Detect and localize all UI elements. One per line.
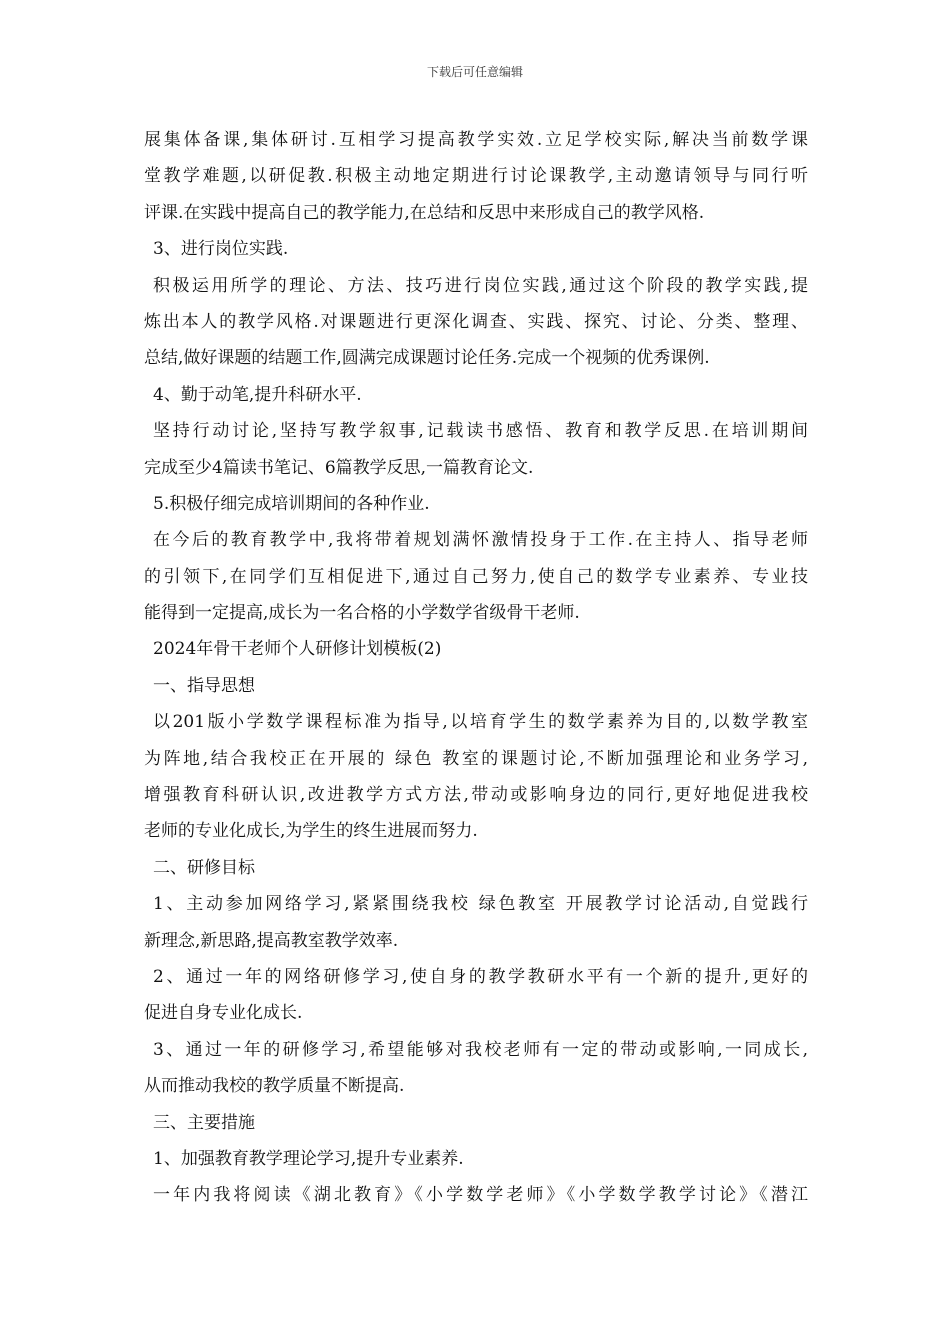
text-line: 促进自身专业化成长. xyxy=(144,1003,303,1024)
text-line: 3、通过一年的研修学习,希望能够对我校老师有一定的带动或影响,一同成长, xyxy=(153,1039,808,1060)
section-heading: 一、指导思想 xyxy=(153,675,255,696)
text-line: 炼出本人的教学风格.对课题进行更深化调查、实践、探究、讨论、分类、整理、 xyxy=(144,311,808,332)
text-line: 评课.在实践中提高自己的教学能力,在总结和反思中来形成自己的教学风格. xyxy=(144,202,705,223)
text-line: 完成至少4篇读书笔记、6篇教学反思,一篇教育论文. xyxy=(144,457,534,478)
text-line: 从而推动我校的教学质量不断提高. xyxy=(144,1076,405,1097)
list-heading: 4、勤于动笔,提升科研水平. xyxy=(153,384,362,405)
text-line: 老师的专业化成长,为学生的终生进展而努力. xyxy=(144,821,478,842)
text-line: 一年内我将阅读《湖北教育》《小学数学老师》《小学数学教学讨论》《潜江 xyxy=(153,1185,808,1206)
text-line: 以201版小学数学课程标准为指导,以培育学生的数学素养为目的,以数学教室 xyxy=(153,712,808,733)
document-body xyxy=(144,122,808,1214)
text-line: 堂教学难题,以研促教.积极主动地定期进行讨论课教学,主动邀请领导与同行听 xyxy=(144,166,808,187)
text-line: 新理念,新思路,提高教室教学效率. xyxy=(144,930,399,951)
text-line: 坚持行动讨论,坚持写教学叙事,记载读书感悟、教育和教学反思.在培训期间 xyxy=(153,421,808,442)
section-heading: 三、主要措施 xyxy=(153,1112,255,1133)
text-line: 积极运用所学的理论、方法、技巧进行岗位实践,通过这个阶段的教学实践,提 xyxy=(153,275,808,296)
text-line: 2、通过一年的网络研修学习,使自身的教学教研水平有一个新的提升,更好的 xyxy=(153,966,808,987)
list-heading: 5.积极仔细完成培训期间的各种作业. xyxy=(153,493,430,514)
text-line: 能得到一定提高,成长为一名合格的小学数学省级骨干老师. xyxy=(144,603,580,624)
text-line: 展集体备课,集体研讨.互相学习提高教学实效.立足学校实际,解决当前数学课 xyxy=(144,130,808,150)
list-heading: 3、进行岗位实践. xyxy=(153,239,289,260)
text-line: 1、主动参加网络学习,紧紧围绕我校 绿色教室 开展教学讨论活动,自觉践行 xyxy=(153,894,808,915)
text-line: 总结,做好课题的结题工作,圆满完成课题讨论任务.完成一个视频的优秀课例. xyxy=(144,348,710,369)
list-heading: 1、加强教育教学理论学习,提升专业素养. xyxy=(153,1148,464,1169)
section-title: 2024年骨干老师个人研修计划模板(2) xyxy=(153,639,442,660)
text-line: 增强教育科研认识,改进教学方式方法,带动或影响身边的同行,更好地促进我校 xyxy=(144,785,808,806)
text-line: 在今后的教育教学中,我将带着规划满怀激情投身于工作.在主持人、指导老师 xyxy=(153,530,808,551)
text-line: 为阵地,结合我校正在开展的 绿色 教室的课题讨论,不断加强理论和业务学习, xyxy=(144,748,808,769)
section-heading: 二、研修目标 xyxy=(153,857,255,878)
page-header-note: 下载后可任意编辑 xyxy=(426,65,523,79)
text-line: 的引领下,在同学们互相促进下,通过自己努力,使自己的数学专业素养、专业技 xyxy=(144,566,808,587)
